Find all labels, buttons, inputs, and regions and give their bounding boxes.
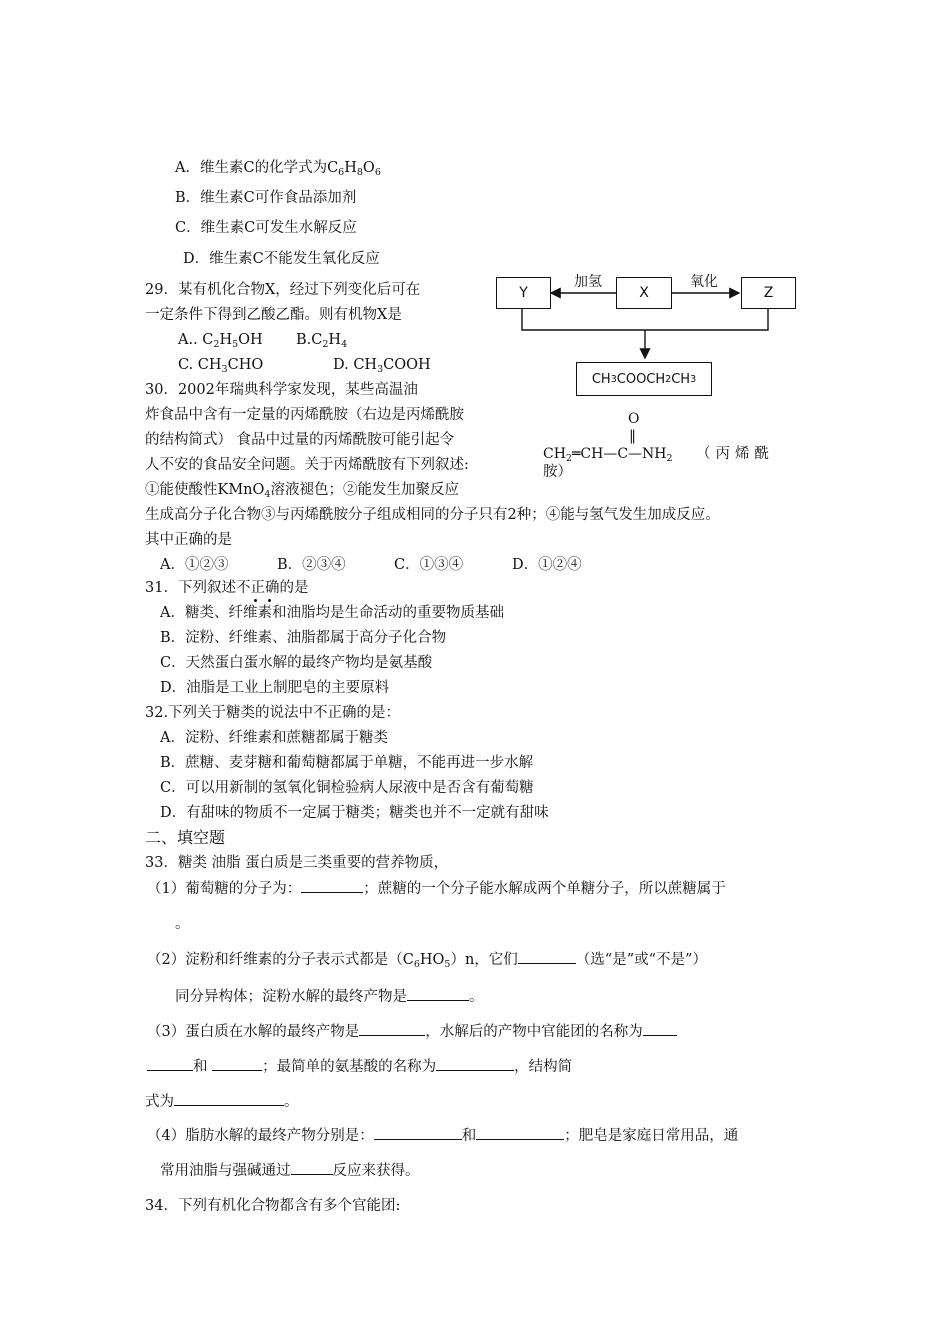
structure-oxygen: O	[628, 411, 640, 427]
q28-option-d: D．维生素C不能发生氧化反应	[183, 251, 380, 267]
structure-formula: $CH_2═CH—C—NH_2$	[543, 446, 673, 464]
answer-blank[interactable]	[212, 1056, 262, 1071]
answer-blank[interactable]	[407, 986, 469, 1001]
q33-part2: （2）淀粉和纤维素的分子表示式都是$(C_6HO_5)n$，它们 （选“是”或“不是”）	[147, 949, 707, 975]
q29-option-b: $B.C_2H_4$	[296, 332, 348, 350]
q31-stem: 31．下列叙述不正确的是	[145, 580, 309, 596]
answer-blank[interactable]	[147, 1056, 193, 1071]
q33-part3: （3）蛋白质在水解的最终产物是 ，水解后的产物中官能团的名称为	[147, 1021, 677, 1042]
q30-option-c: C．①③④	[394, 557, 464, 573]
structure-note-2: 胺）	[543, 464, 572, 480]
reaction-diagram-lines	[0, 0, 950, 420]
q28-option-b: B．维生素C可作食品添加剂	[175, 190, 357, 206]
label-oxidation: 氧化	[690, 274, 718, 290]
q30-line5: ①能使酸性KMnO$_4$溶液褪色；②能发生加聚反应	[145, 482, 459, 500]
section-heading: 二、填空题	[145, 828, 226, 847]
answer-blank[interactable]	[374, 1125, 462, 1140]
q33-part3-cont: 和 ；最简单的氨基酸的名称为 ，结构简	[147, 1056, 572, 1077]
q30-line4: 人不安的食品安全问题。关于丙烯酰胺有下列叙述:	[145, 457, 469, 473]
q32-option-d: D．有甜味的物质不一定属于糖类；糖类也并不一定就有甜味	[160, 805, 549, 821]
q33-part2-cont: 同分异构体；淀粉水解的最终产物是 。	[175, 986, 484, 1007]
q29-stem-line2: 一定条件下得到乙酸乙酯。则有机物X是	[145, 307, 402, 323]
q33-part4-cont: 常用油脂与强碱通过 反应来获得。	[160, 1160, 420, 1181]
q31-option-a: A．糖类、纤维素和油脂均是生命活动的重要物质基础	[160, 605, 504, 621]
emphasis-dot	[268, 599, 271, 602]
label-hydrogenation: 加氢	[574, 274, 602, 290]
q30-line1: 30．2002年瑞典科学家发现，某些高温油	[145, 382, 418, 398]
q30-line3: 的结构简式） 食品中过量的丙烯酰胺可能引起令	[145, 432, 455, 448]
q32-stem: 32.下列关于糖类的说法中不正确的是：	[145, 705, 401, 721]
q29-option-d: D. $CH_3COOH$	[333, 357, 431, 375]
q32-option-a: A．淀粉、纤维素和蔗糖都属于糖类	[160, 730, 388, 746]
answer-blank[interactable]	[436, 1056, 514, 1071]
q32-option-b: B．蔗糖、麦芽糖和葡萄糖都属于单糖，不能再进一步水解	[160, 755, 534, 771]
q30-line2: 炸食品中含有一定量的丙烯酰胺（右边是丙烯酰胺	[145, 407, 464, 423]
q31-option-b: B．淀粉、纤维素、油脂都属于高分子化合物	[160, 630, 447, 646]
structure-note-1: （丙烯酰	[696, 446, 774, 462]
q29-option-a: A.. $C_2H_5OH$	[178, 332, 263, 350]
q34-stem: 34．下列有机化合物都含有多个官能团:	[145, 1198, 401, 1214]
answer-blank[interactable]	[301, 878, 363, 893]
q31-option-c: C．天然蛋白蛋水解的最终产物均是氨基酸	[160, 655, 433, 671]
box-ethyl-acetate: CH 3 COOCH 2 CH 3	[576, 362, 712, 396]
q33-stem: 33．糖类 油脂 蛋白质是三类重要的营养物质，	[145, 855, 449, 871]
q33-part1-end: 。	[175, 916, 190, 932]
q30-line7: 其中正确的是	[145, 532, 232, 548]
merge-line	[522, 309, 768, 330]
q33-part1: （1）葡萄糖的分子为： ；蔗糖的一个分子能水解成两个单糖分子，所以蔗糖属于	[147, 878, 726, 899]
answer-blank[interactable]	[518, 949, 576, 964]
answer-blank[interactable]	[174, 1091, 284, 1106]
q30-option-d: D．①②④	[512, 557, 582, 573]
q31-option-d: D．油脂是工业上制肥皂的主要原料	[160, 680, 390, 696]
box-z: Z	[741, 277, 796, 309]
answer-blank[interactable]	[476, 1125, 564, 1140]
q28-option-c: C．维生素C可发生水解反应	[175, 220, 357, 236]
q30-option-b: B．②③④	[277, 557, 346, 573]
q30-option-a: A．①②③	[160, 557, 229, 573]
box-x: X	[616, 277, 672, 309]
q30-line6: 生成高分子化合物③与丙烯酰胺分子组成相同的分子只有2种；④能与氢气发生加成反应。	[145, 507, 720, 523]
q28-option-a: A．维生素C的化学式为$C_6H_8O_6$	[175, 160, 381, 178]
answer-blank[interactable]	[359, 1021, 425, 1036]
answer-blank[interactable]	[291, 1160, 333, 1175]
emphasis-dot	[254, 599, 257, 602]
q29-stem-line1: 29．某有机化合物X，经过下列变化后可在	[145, 282, 421, 298]
q33-part4: （4）脂肪水解的最终产物分别是： 和 ；肥皂是家庭日常用品，通	[147, 1125, 738, 1146]
structure-double-bond: ‖	[629, 428, 636, 444]
q29-option-c: C. $CH_3CHO$	[178, 357, 264, 375]
box-y: Y	[496, 277, 551, 309]
answer-blank[interactable]	[643, 1021, 677, 1036]
q32-option-c: C．可以用新制的氢氧化铜检验病人尿液中是否含有葡萄糖	[160, 780, 534, 796]
q33-part3-end: 式为 。	[145, 1091, 299, 1112]
